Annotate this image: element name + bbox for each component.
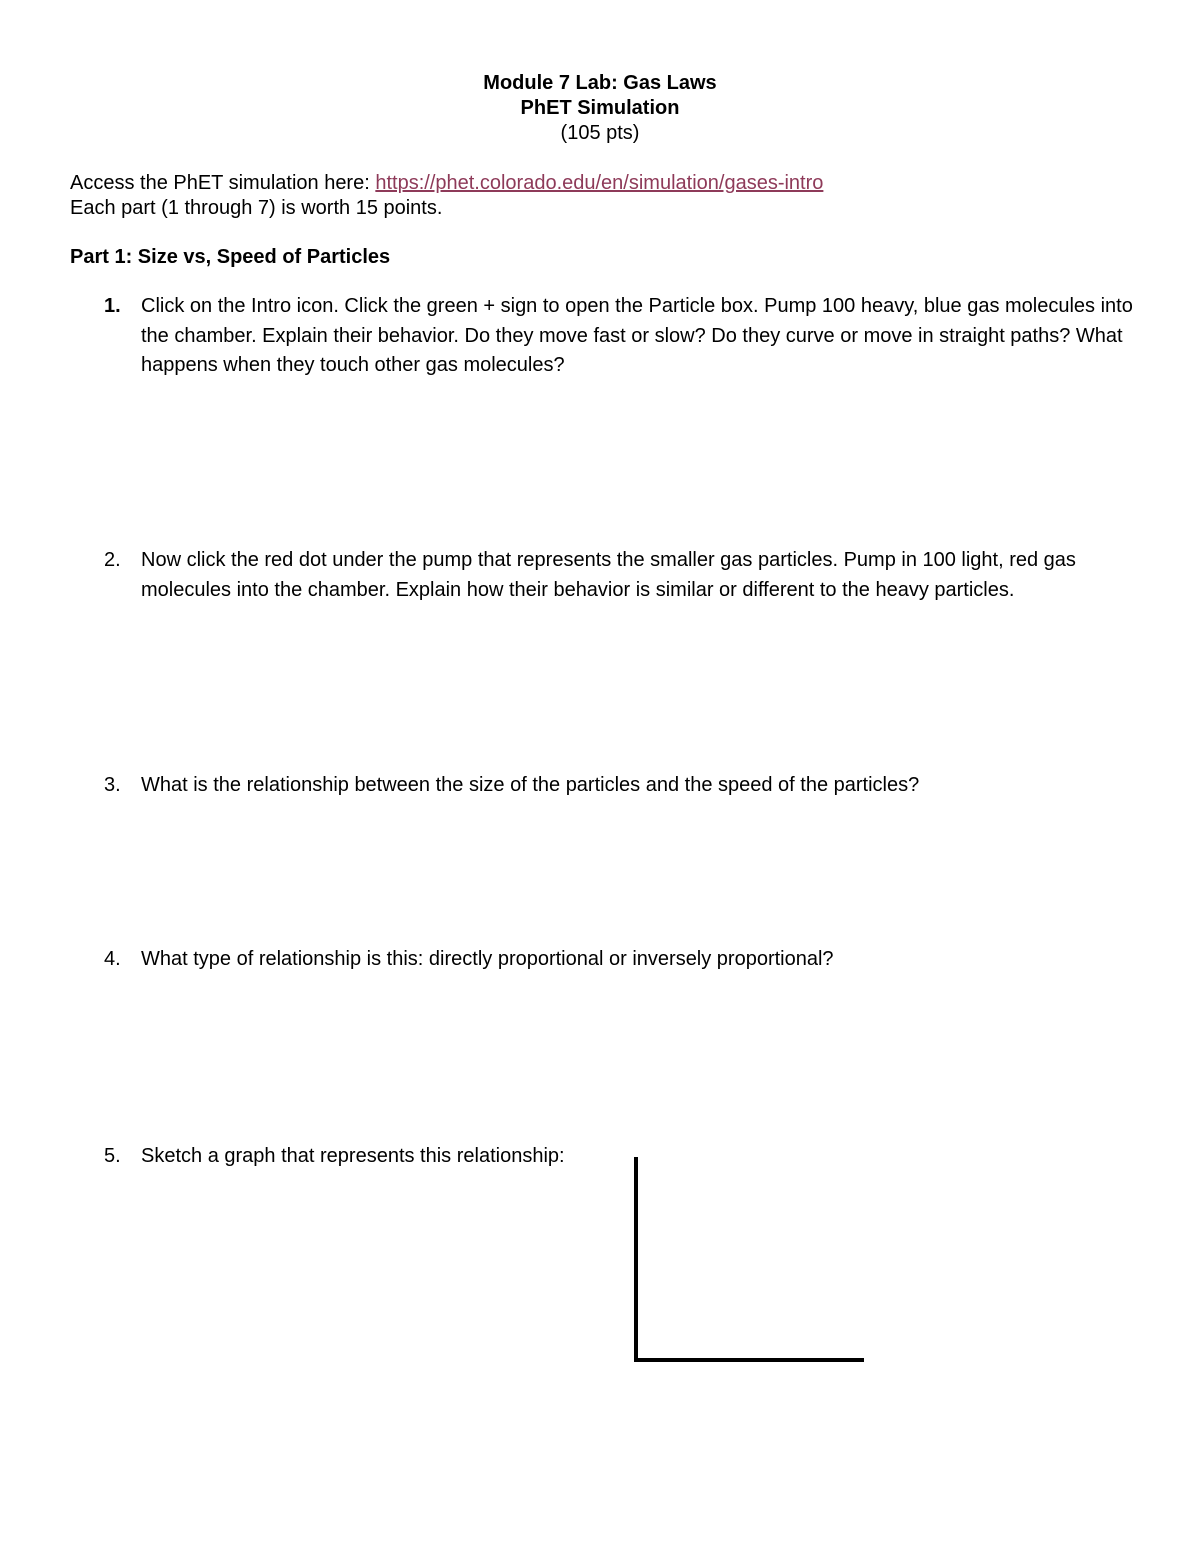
document-subtitle: PhET Simulation	[520, 97, 680, 119]
question-text: Sketch a graph that represents this relationship:	[141, 1145, 565, 1167]
question-text: Click on the Intro icon. Click the green + sign to open the Particle box. Pump 100 heavy, blue gas molecules into the chamber. Explain their behavior. Do they move fast or slow? Do they curve or move in straight paths? What happens when they touch other gas molecules?	[141, 295, 1133, 376]
question-text: What type of relationship is this: directly proportional or inversely proportional?	[141, 948, 834, 970]
access-prefix: Access the PhET simulation here:	[70, 172, 376, 194]
part-1-heading: Part 1: Size vs, Speed of Particles	[70, 246, 391, 268]
question-number: 4.	[104, 948, 121, 970]
question-number: 2.	[104, 549, 121, 571]
document-title: Module 7 Lab: Gas Laws	[483, 72, 717, 94]
question-number: 1.	[104, 295, 121, 317]
question-text: Now click the red dot under the pump that represents the smaller gas particles. Pump in 100 light, red gas molecules into the chamber. Explain how their behavior is similar or different to the heavy particles.	[141, 549, 1076, 601]
total-points: (105 pts)	[560, 122, 640, 144]
simulation-link[interactable]: https://phet.colorado.edu/en/simulation/gases-intro	[375, 172, 824, 194]
question-text: What is the relationship between the size of the particles and the speed of the particles?	[141, 774, 920, 796]
points-note: Each part (1 through 7) is worth 15 points.	[70, 197, 443, 219]
question-number: 5.	[104, 1145, 121, 1167]
question-number: 3.	[104, 774, 121, 796]
